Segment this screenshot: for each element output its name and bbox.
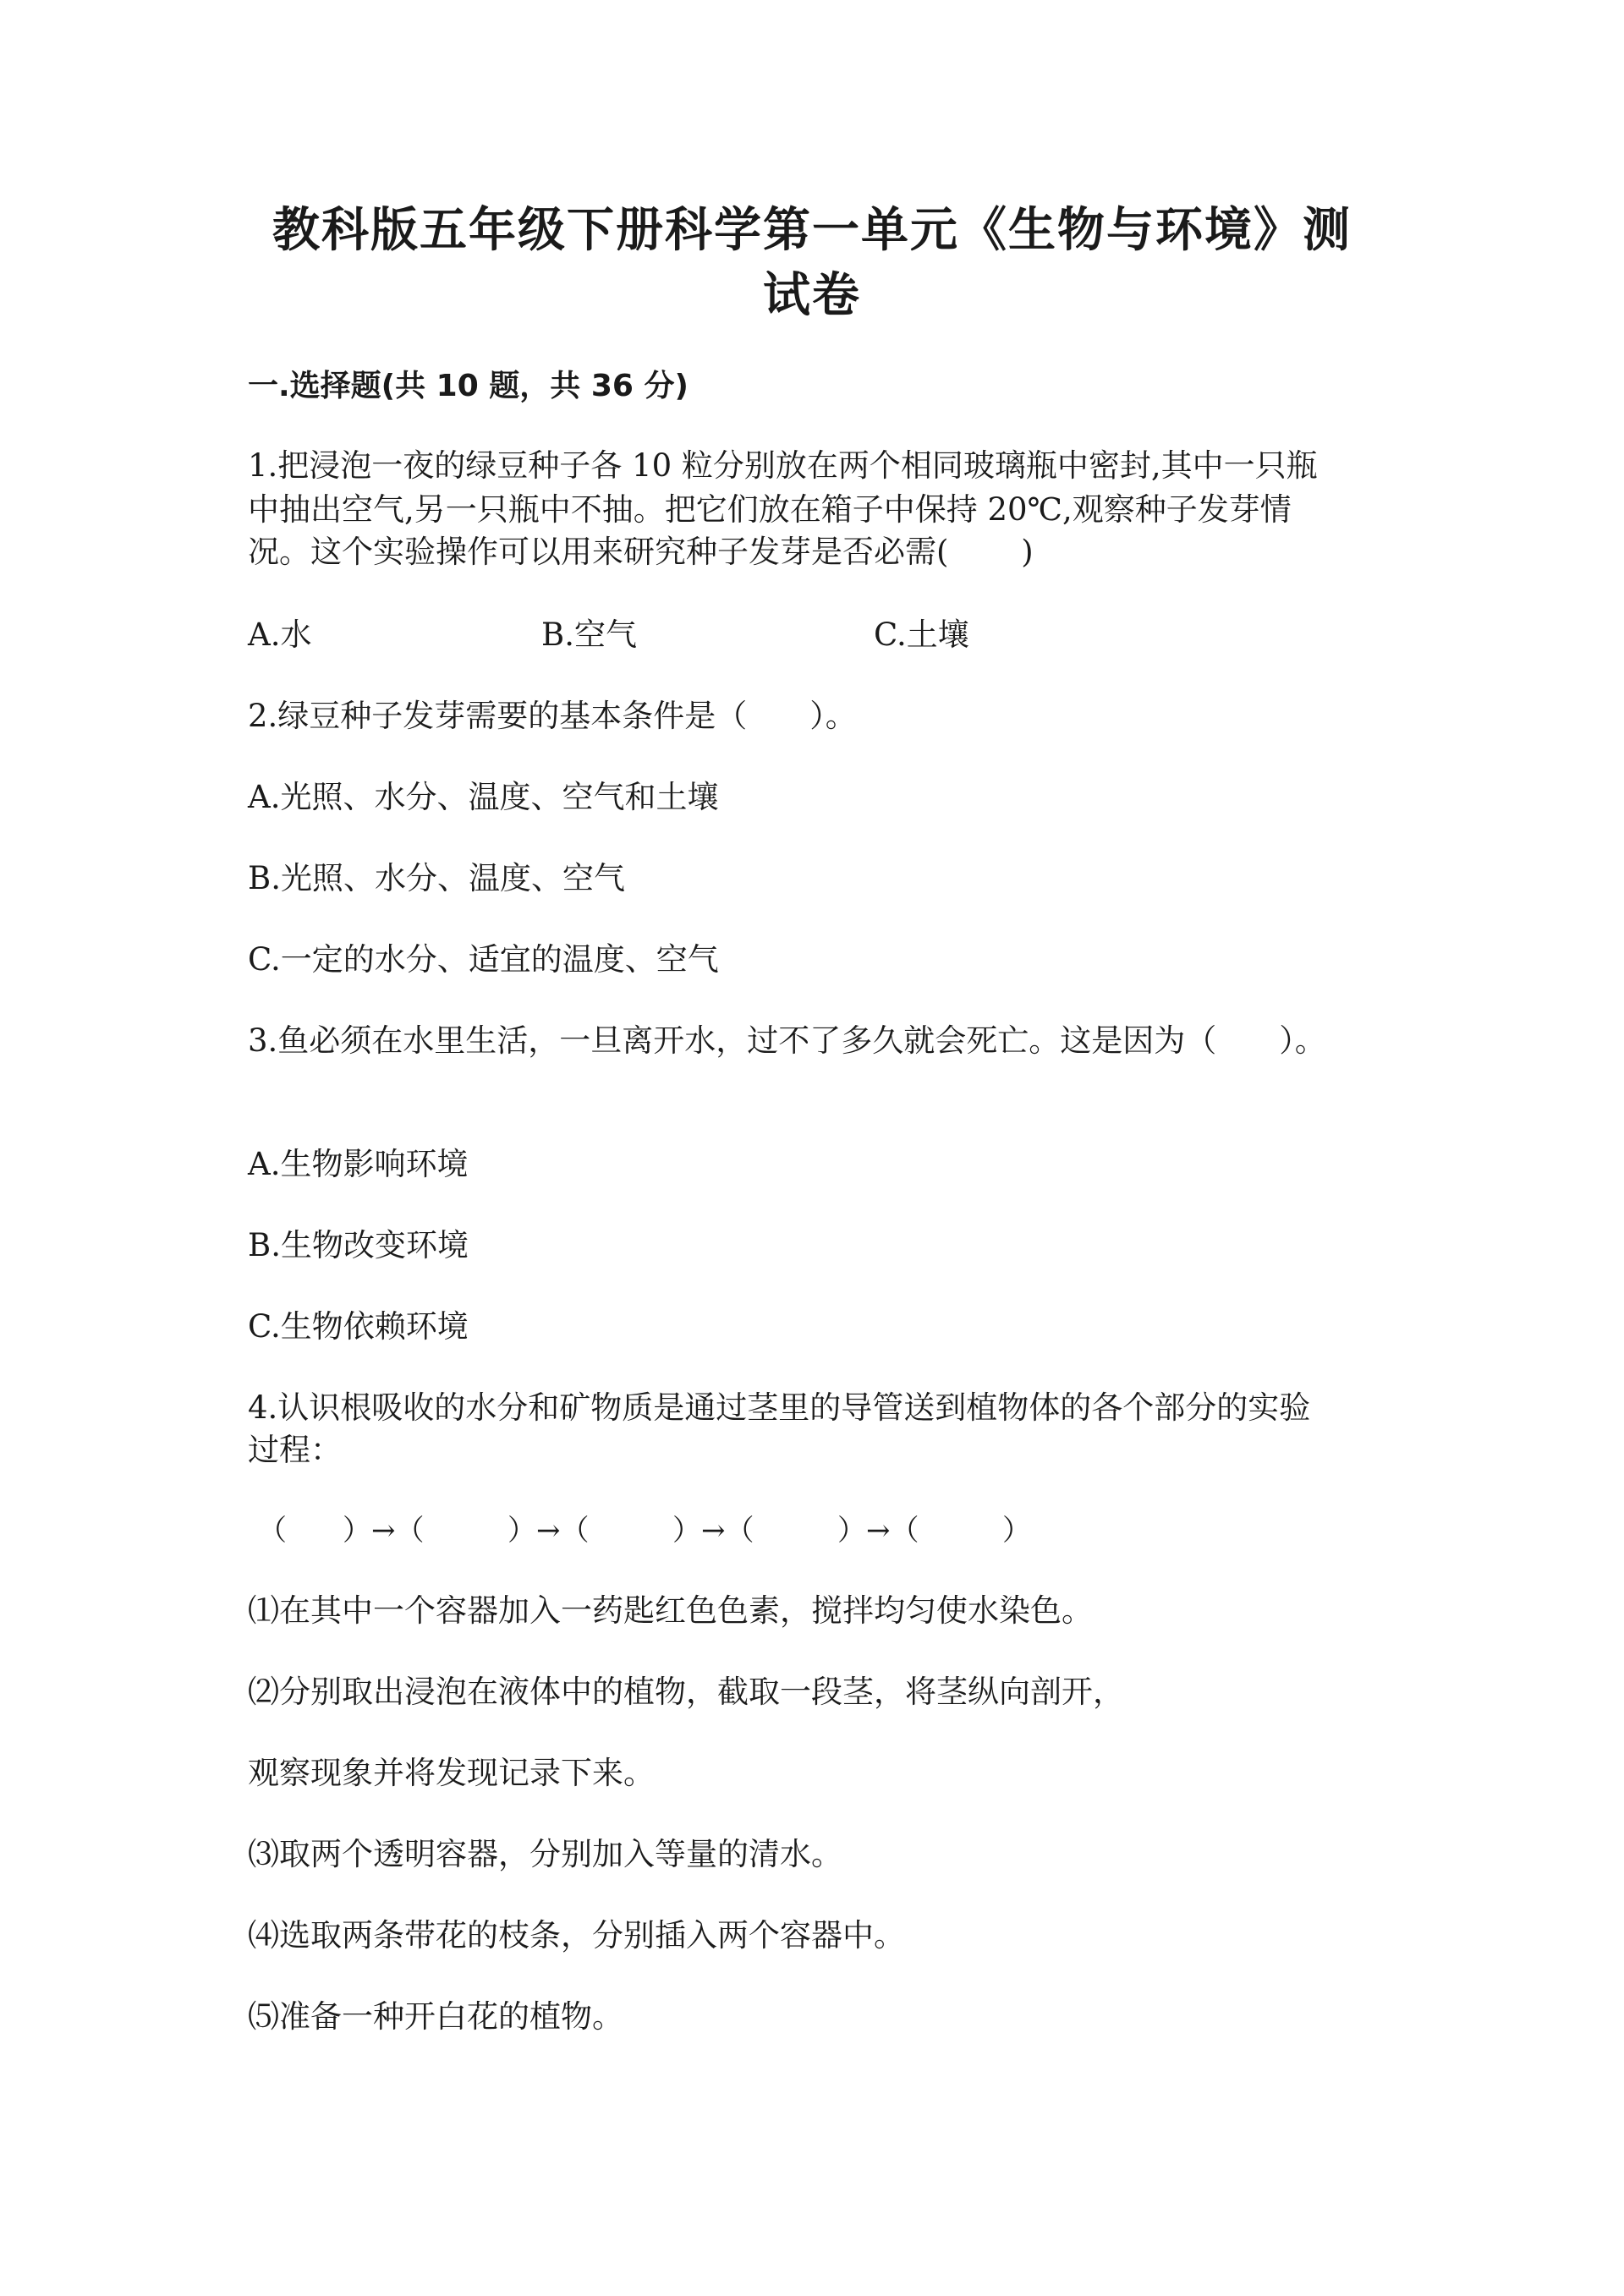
section-heading: 一.选择题(共 10 题，共 36 分) — [248, 369, 689, 403]
question-4-step-2-continued: 观察现象并将发现记录下来。 — [248, 1755, 655, 1791]
question-1-option-a: A.水 — [248, 616, 312, 653]
question-1-line-2: 中抽出空气,另一只瓶中不抽。把它们放在箱子中保持 20℃,观察种子发芽情 — [248, 491, 1292, 528]
question-2-stem: 2.绿豆种子发芽需要的基本条件是（ ）。 — [248, 698, 857, 734]
question-2-option-b: B.光照、水分、温度、空气 — [248, 860, 625, 896]
question-1-line-3: 况。这个实验操作可以用来研究种子发芽是否必需( ) — [248, 534, 1034, 570]
exam-title-line-1: 教科版五年级下册科学第一单元《生物与环境》测 — [272, 203, 1352, 258]
question-1-line-1: 1.把浸泡一夜的绿豆种子各 10 粒分别放在两个相同玻璃瓶中密封,其中一只瓶 — [248, 447, 1318, 484]
question-4-step-3: ⑶取两个透明容器，分别加入等量的清水。 — [248, 1836, 842, 1872]
question-3-option-b: B.生物改变环境 — [248, 1227, 469, 1263]
question-3-option-c: C.生物依赖环境 — [248, 1308, 469, 1345]
sequence-part-1: （ — [258, 1514, 287, 1548]
sequence-part-6: ） — [1002, 1514, 1031, 1548]
question-4-step-5: ⑸准备一种开白花的植物。 — [248, 1998, 623, 2035]
question-4-step-2: ⑵分别取出浸泡在液体中的植物，截取一段茎，将茎纵向剖开， — [248, 1674, 1124, 1710]
question-4-line-1: 4.认识根吸收的水分和矿物质是通过茎里的导管送到植物体的各个部分的实验 — [248, 1389, 1311, 1426]
question-2-option-a: A.光照、水分、温度、空气和土壤 — [248, 779, 719, 815]
question-4-step-1: ⑴在其中一个容器加入一药匙红色色素，搅拌均匀使水染色。 — [248, 1592, 1093, 1629]
question-3-stem: 3.鱼必须在水里生活，一旦离开水，过不了多久就会死亡。这是因为（ ）。 — [248, 1022, 1326, 1059]
sequence-part-2: ）→（ — [343, 1514, 425, 1548]
sequence-part-3: ）→（ — [508, 1514, 590, 1548]
question-4-line-2: 过程： — [248, 1432, 342, 1468]
sequence-part-4: ）→（ — [672, 1514, 754, 1548]
question-3-option-a: A.生物影响环境 — [248, 1146, 469, 1182]
question-1-option-b: B.空气 — [541, 616, 637, 653]
question-1-option-c: C.土壤 — [874, 616, 969, 653]
sequence-part-5: ）→（ — [837, 1514, 919, 1548]
question-2-option-c: C.一定的水分、适宜的温度、空气 — [248, 941, 719, 978]
exam-title-line-2: 试卷 — [763, 268, 861, 323]
question-4-step-4: ⑷选取两条带花的枝条，分别插入两个容器中。 — [248, 1917, 905, 1954]
